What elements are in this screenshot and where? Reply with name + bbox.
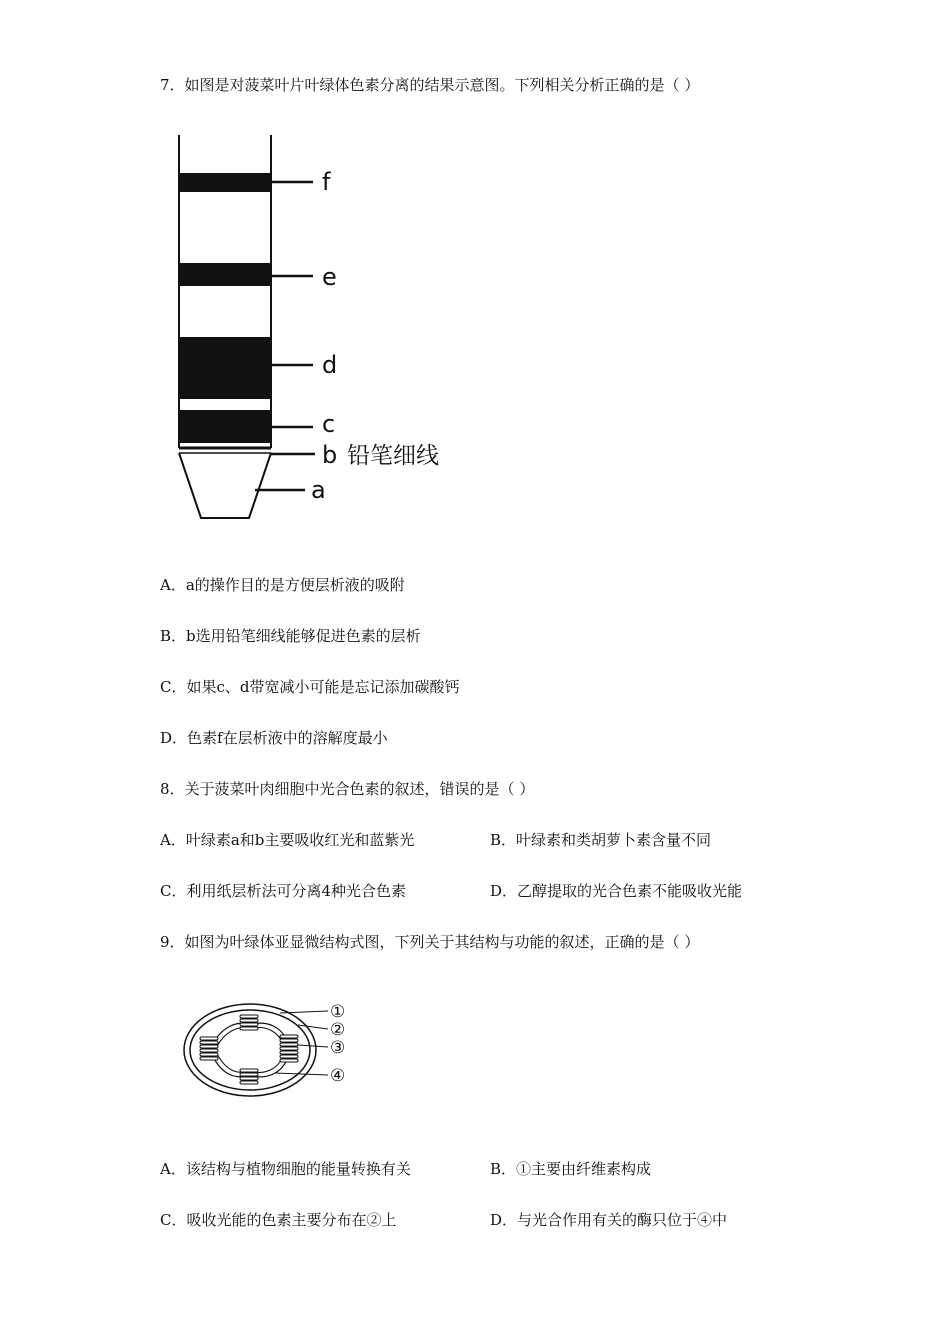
q9-option-b: B．①主要由纤维素构成	[490, 1160, 652, 1178]
q7-option-a: A．a的操作目的是方便层析液的吸附	[160, 576, 405, 594]
band-e	[179, 263, 271, 286]
q7-option-c: C．如果c、d带宽减小可能是忘记添加碳酸钙	[160, 678, 460, 696]
q8-stem: 8．关于菠菜叶肉细胞中光合色素的叙述，错误的是（ ）	[160, 780, 535, 798]
label-c: c	[322, 410, 336, 438]
q9-stem: 9．如图为叶绿体亚显微结构式图，下列关于其结构与功能的叙述，正确的是（ ）	[160, 933, 700, 951]
strip-tip-a	[179, 453, 271, 518]
label-4: ④	[330, 1066, 346, 1086]
q8-option-b: B．叶绿素和类胡萝卜素含量不同	[490, 831, 712, 849]
q8-option-c: C．利用纸层析法可分离4种光合色素	[160, 882, 407, 900]
band-f	[179, 173, 271, 192]
q7-option-b: B．b选用铅笔细线能够促进色素的层析	[160, 627, 421, 645]
q9-option-a: A．该结构与植物细胞的能量转换有关	[160, 1160, 411, 1178]
label-d: d	[322, 351, 338, 379]
band-c	[179, 410, 271, 443]
chloroplast-figure	[180, 995, 370, 1105]
q9-option-d: D．与光合作用有关的酶只位于④中	[490, 1211, 728, 1229]
label-e: e	[322, 263, 337, 291]
label-f: f	[322, 168, 331, 196]
label-1: ①	[330, 1002, 346, 1022]
label-b: b	[322, 441, 338, 469]
q7-stem: 7．如图是对菠菜叶片叶绿体色素分离的结果示意图。下列相关分析正确的是（ ）	[160, 76, 700, 94]
label-3: ③	[330, 1038, 346, 1058]
q7-option-d: D．色素f在层析液中的溶解度最小	[160, 729, 388, 747]
label-a: a	[311, 476, 326, 504]
label-2: ②	[330, 1020, 346, 1040]
label-pencil-line: 铅笔细线	[347, 443, 439, 469]
q9-option-c: C．吸收光能的色素主要分布在②上	[160, 1211, 397, 1229]
chromatography-strip-figure	[165, 130, 465, 530]
band-d	[179, 337, 271, 399]
q8-option-a: A．叶绿素a和b主要吸收红光和蓝紫光	[160, 831, 415, 849]
q8-option-d: D．乙醇提取的光合色素不能吸收光能	[490, 882, 743, 900]
